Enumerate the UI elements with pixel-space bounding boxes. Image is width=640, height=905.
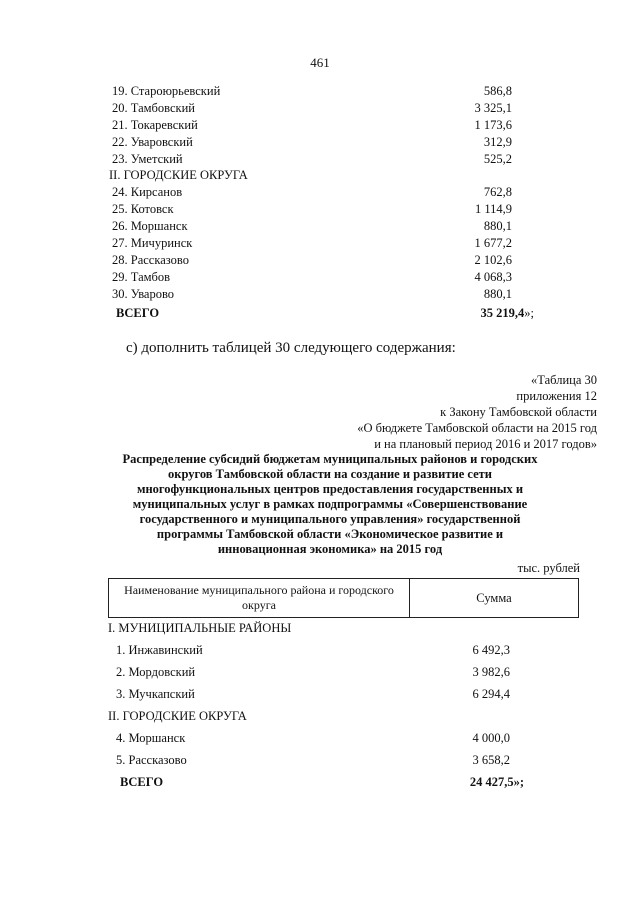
table-row xyxy=(112,202,512,219)
row-value: 1 114,9 xyxy=(474,202,512,217)
row-value: 312,9 xyxy=(483,134,512,149)
row-name: 5. Рассказово xyxy=(116,753,187,767)
row-name: 24. Кирсанов xyxy=(112,185,183,200)
section-heading xyxy=(109,168,512,185)
table-header xyxy=(108,578,579,618)
title-line: многофункциональных центров предоставления государственных и xyxy=(136,482,524,496)
total-label: ВСЕГО xyxy=(120,775,164,789)
row-value: 4 068,3 xyxy=(474,269,512,284)
table-row xyxy=(112,219,512,236)
total-label: ВСЕГО xyxy=(116,305,160,320)
total-number: 35 219,4 xyxy=(480,305,525,320)
caption-line: «О бюджете Тамбовской области на 2015 год xyxy=(357,421,597,435)
row-name: 28. Рассказово xyxy=(112,252,189,267)
units-label: тыс. рублей xyxy=(517,561,580,575)
table-row xyxy=(108,643,510,665)
row-value: 6 492,3 xyxy=(472,643,510,657)
row-name: 2. Мордовский xyxy=(116,665,196,679)
row-value: 525,2 xyxy=(483,151,512,166)
caption-line: приложения 12 xyxy=(516,389,597,403)
table-row xyxy=(112,185,512,202)
row-name: 21. Токаревский xyxy=(112,117,198,132)
table-row xyxy=(112,270,512,287)
row-value: 1 173,6 xyxy=(474,117,512,132)
row-name: 26. Моршанск xyxy=(112,219,188,234)
table-row xyxy=(112,236,512,253)
total-value xyxy=(481,306,534,321)
section-heading-text: II. ГОРОДСКИЕ ОКРУГА xyxy=(108,709,247,723)
section-heading-text: II. ГОРОДСКИЕ ОКРУГА xyxy=(109,168,248,183)
title-line: инновационная экономика» на 2015 год xyxy=(217,542,443,556)
row-value: 3 658,2 xyxy=(472,753,510,767)
row-value: 2 102,6 xyxy=(474,252,512,267)
caption-line: к Закону Тамбовской области xyxy=(440,405,597,419)
table-row xyxy=(112,152,512,169)
row-name: 3. Мучкапский xyxy=(116,687,195,701)
table-row xyxy=(112,84,512,101)
title-line: государственного и муниципального управления» государственной xyxy=(139,512,521,526)
table-title xyxy=(110,452,550,557)
row-name: 30. Уварово xyxy=(112,286,175,301)
table-2-body xyxy=(108,621,524,797)
table-row xyxy=(112,118,512,135)
row-name: 27. Мичуринск xyxy=(112,236,193,251)
section-heading xyxy=(108,621,510,643)
table-row xyxy=(108,687,510,709)
section-heading-text: I. МУНИЦИПАЛЬНЫЕ РАЙОНЫ xyxy=(108,621,292,635)
row-name: 4. Моршанск xyxy=(116,731,186,745)
total-row xyxy=(112,305,534,323)
row-value: 3 325,1 xyxy=(474,100,512,115)
total-number: 24 427,5 xyxy=(469,775,514,789)
row-value: 3 982,6 xyxy=(472,665,510,679)
title-line: муниципальных услуг в рамках подпрограммы «Совершенствование xyxy=(132,497,528,511)
header-name-cell: Наименование муниципального района и городского округа xyxy=(109,579,410,617)
total-suffix: »; xyxy=(513,775,524,789)
page-number: 461 xyxy=(310,55,330,70)
row-name: 19. Староюрьевский xyxy=(112,84,221,98)
table-row xyxy=(108,665,510,687)
row-value: 880,1 xyxy=(483,286,512,301)
row-name: 1. Инжавинский xyxy=(116,643,203,657)
row-name: 22. Уваровский xyxy=(112,134,193,149)
table-row xyxy=(108,731,510,753)
title-line: программы Тамбовской области «Экономическое развитие и xyxy=(156,527,504,541)
row-value: 880,1 xyxy=(483,219,512,234)
row-value: 6 294,4 xyxy=(472,687,510,701)
table-row xyxy=(112,287,512,304)
caption-line: «Таблица 30 xyxy=(531,373,597,387)
table-row xyxy=(112,135,512,152)
section-heading xyxy=(108,709,510,731)
title-line: округов Тамбовской области на создание и развитие сети xyxy=(168,467,492,481)
table-caption xyxy=(357,372,597,452)
total-suffix: »; xyxy=(524,305,534,320)
total-row xyxy=(108,775,524,797)
table-row xyxy=(112,101,512,118)
row-value: 1 677,2 xyxy=(474,236,512,251)
row-value: 762,8 xyxy=(483,185,512,200)
table-1-continuation xyxy=(109,84,534,322)
total-value xyxy=(470,775,524,790)
table-row xyxy=(108,753,510,775)
caption-line: и на плановый период 2016 и 2017 годов» xyxy=(374,437,597,451)
table-row xyxy=(112,253,512,270)
row-name: 29. Тамбов xyxy=(112,269,171,284)
row-name: 20. Тамбовский xyxy=(112,100,195,115)
header-sum-cell: Сумма xyxy=(476,590,512,605)
title-line: Распределение субсидий бюджетам муниципальных районов и городских xyxy=(122,452,538,466)
row-value: 586,8 xyxy=(483,84,512,98)
intro-text: с) дополнить таблицей 30 следующего содержания: xyxy=(126,340,456,356)
row-value: 4 000,0 xyxy=(472,731,510,745)
row-name: 23. Уметский xyxy=(112,151,183,166)
row-name: 25. Котовск xyxy=(112,202,174,217)
